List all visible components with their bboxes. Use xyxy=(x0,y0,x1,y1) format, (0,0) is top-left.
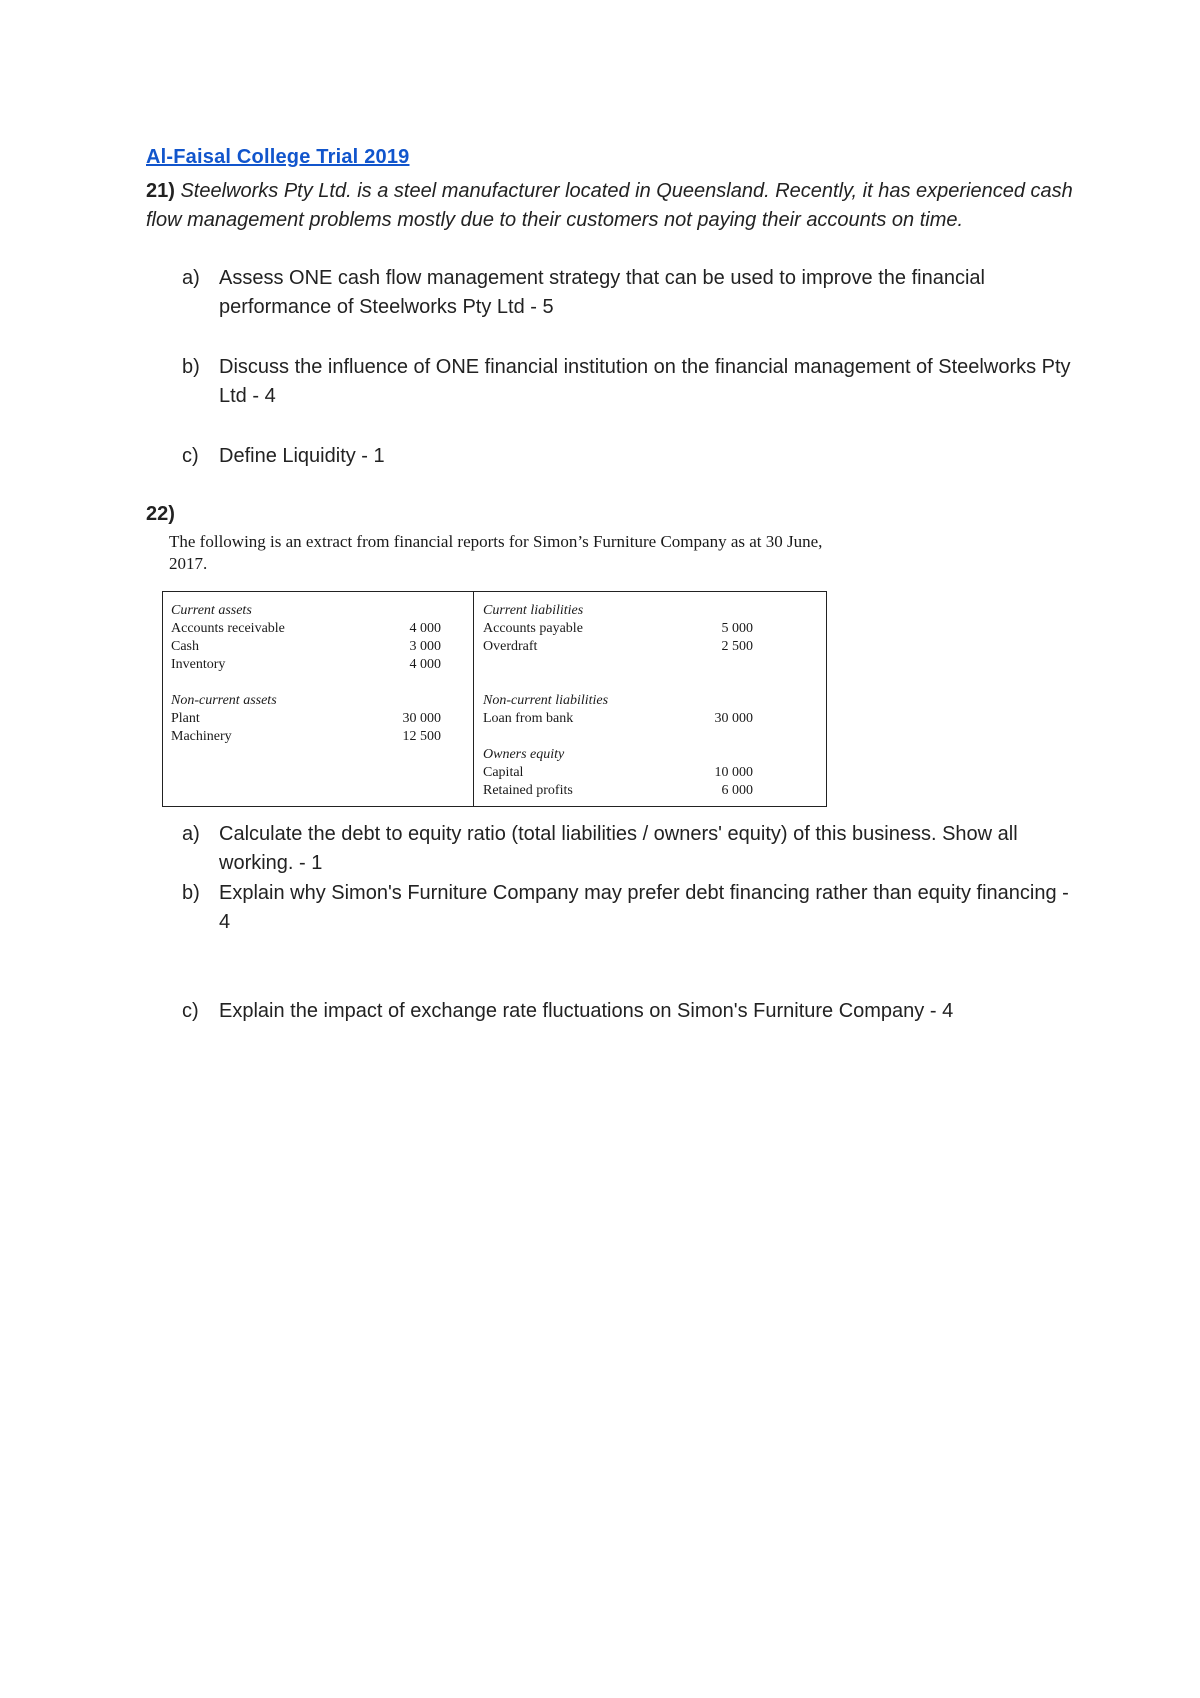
question-21-part-c xyxy=(182,442,1082,471)
row-amount: 6 000 xyxy=(721,783,753,798)
row-overdraft xyxy=(483,638,783,656)
row-amount: 12 500 xyxy=(402,729,441,744)
row-amount: 2 500 xyxy=(721,639,753,654)
question-22-part-a xyxy=(182,820,1082,878)
financial-extract-table xyxy=(162,591,827,807)
row-item: Machinery xyxy=(171,729,232,744)
row-item: Plant xyxy=(171,711,200,726)
question-21-intro xyxy=(146,177,1076,235)
part-text: Calculate the debt to equity ratio (total liabilities / owners' equity) of this business. Show all working. - 1 xyxy=(219,823,1018,874)
row-item: Accounts payable xyxy=(483,621,583,636)
question-22-part-c xyxy=(182,997,1082,1026)
extract-intro: The following is an extract from financial reports for Simon’s Furniture Company as at 30 June, 2017. xyxy=(169,532,823,573)
part-label: c) xyxy=(182,1000,199,1022)
column-divider xyxy=(473,592,474,806)
question-22-number: 22) xyxy=(146,503,175,525)
row-amount: 4 000 xyxy=(409,657,441,672)
row-item: Retained profits xyxy=(483,783,573,798)
row-machinery xyxy=(171,728,461,746)
part-label: c) xyxy=(182,445,199,467)
part-text: Explain why Simon's Furniture Company may prefer debt financing rather than equity financing - 4 xyxy=(219,882,1069,933)
part-text: Discuss the influence of ONE financial institution on the financial management of Steelworks Pty Ltd - 4 xyxy=(219,356,1071,407)
row-cash xyxy=(171,638,461,656)
page-title: Al-Faisal College Trial 2019 xyxy=(146,146,410,168)
row-item: Inventory xyxy=(171,657,226,672)
part-text: Assess ONE cash flow management strategy that can be used to improve the financial performance of Steelworks Pty Ltd - 5 xyxy=(219,267,985,318)
row-accounts-payable xyxy=(483,620,783,638)
part-label: a) xyxy=(182,267,200,289)
row-amount: 30 000 xyxy=(714,711,753,726)
row-item: Cash xyxy=(171,639,199,654)
row-capital xyxy=(483,764,783,782)
row-item: Loan from bank xyxy=(483,711,574,726)
heading-current-liabilities: Current liabilities xyxy=(483,603,584,618)
row-amount: 5 000 xyxy=(721,621,753,636)
row-loan-from-bank xyxy=(483,710,783,728)
row-amount: 3 000 xyxy=(409,639,441,654)
part-text: Define Liquidity - 1 xyxy=(219,445,385,467)
row-item: Accounts receivable xyxy=(171,621,285,636)
row-retained-profits xyxy=(483,782,783,800)
question-21-part-a xyxy=(182,264,1082,322)
row-item: Capital xyxy=(483,765,524,780)
row-amount: 4 000 xyxy=(409,621,441,636)
question-21-part-b xyxy=(182,353,1082,411)
row-accounts-receivable xyxy=(171,620,461,638)
part-label: b) xyxy=(182,356,200,378)
question-22-part-b xyxy=(182,879,1082,937)
row-inventory xyxy=(171,656,461,674)
part-label: b) xyxy=(182,882,200,904)
part-text: Explain the impact of exchange rate fluctuations on Simon's Furniture Company - 4 xyxy=(219,1000,954,1022)
row-item: Overdraft xyxy=(483,639,538,654)
row-amount: 10 000 xyxy=(714,765,753,780)
row-plant xyxy=(171,710,461,728)
row-amount: 30 000 xyxy=(402,711,441,726)
heading-current-assets: Current assets xyxy=(171,603,252,618)
question-21-number: 21) xyxy=(146,180,175,202)
part-label: a) xyxy=(182,823,200,845)
heading-non-current-liabilities: Non-current liabilities xyxy=(483,693,609,708)
heading-owners-equity: Owners equity xyxy=(483,747,565,762)
heading-non-current-assets: Non-current assets xyxy=(171,693,277,708)
question-21-text: Steelworks Pty Ltd. is a steel manufacturer located in Queensland. Recently, it has experienced cash flow management problems mostly due to their customers not paying their accounts on time. xyxy=(146,180,1073,231)
